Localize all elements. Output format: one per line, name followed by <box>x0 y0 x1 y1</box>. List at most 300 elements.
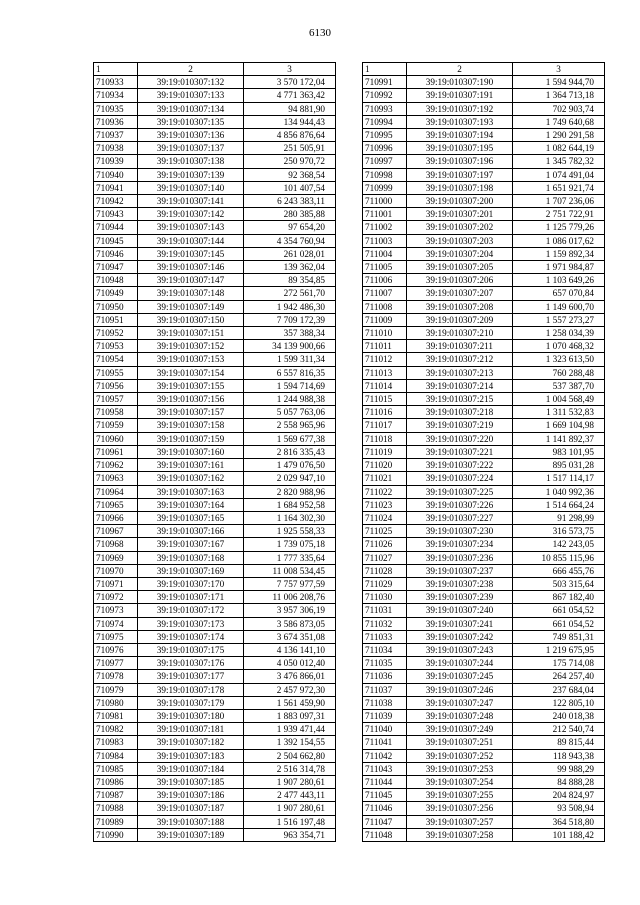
table-row <box>94 313 336 326</box>
cadastral-number-cell: 39:19:010307:198 <box>407 181 513 194</box>
table-row <box>363 353 605 366</box>
cadastral-number-cell: 39:19:010307:171 <box>138 591 244 604</box>
value-cell: 1 669 104,98 <box>513 419 605 432</box>
cadastral-number-cell: 39:19:010307:141 <box>138 195 244 208</box>
table-row <box>363 221 605 234</box>
table-row <box>363 511 605 524</box>
value-cell: 1 514 664,24 <box>513 498 605 511</box>
row-number-cell: 711016 <box>363 406 407 419</box>
value-cell: 2 504 662,80 <box>244 749 336 762</box>
cadastral-number-cell: 39:19:010307:240 <box>407 604 513 617</box>
row-number-cell: 710970 <box>94 564 138 577</box>
value-cell: 264 257,40 <box>513 670 605 683</box>
table-row <box>94 432 336 445</box>
cadastral-number-cell: 39:19:010307:187 <box>138 802 244 815</box>
cadastral-number-cell: 39:19:010307:153 <box>138 353 244 366</box>
table-row <box>363 155 605 168</box>
cadastral-number-cell: 39:19:010307:241 <box>407 617 513 630</box>
cadastral-number-cell: 39:19:010307:238 <box>407 577 513 590</box>
table-row <box>363 762 605 775</box>
cadastral-number-cell: 39:19:010307:214 <box>407 379 513 392</box>
cadastral-number-cell: 39:19:010307:249 <box>407 723 513 736</box>
table-right <box>362 62 605 842</box>
cadastral-number-cell: 39:19:010307:150 <box>138 313 244 326</box>
table-row <box>363 168 605 181</box>
table-row <box>363 129 605 142</box>
cadastral-number-cell: 39:19:010307:176 <box>138 657 244 670</box>
table-row <box>363 208 605 221</box>
table-left <box>93 62 336 842</box>
value-cell: 118 943,38 <box>513 749 605 762</box>
cadastral-number-cell: 39:19:010307:215 <box>407 393 513 406</box>
value-cell: 4 050 012,40 <box>244 657 336 670</box>
cadastral-number-cell: 39:19:010307:236 <box>407 551 513 564</box>
cadastral-number-cell: 39:19:010307:145 <box>138 247 244 260</box>
value-cell: 3 570 172,04 <box>244 76 336 89</box>
table-row <box>94 723 336 736</box>
row-number-cell: 711023 <box>363 498 407 511</box>
value-cell: 1 345 782,32 <box>513 155 605 168</box>
row-number-cell: 711006 <box>363 274 407 287</box>
row-number-cell: 711035 <box>363 657 407 670</box>
table-row <box>363 261 605 274</box>
value-cell: 134 944,43 <box>244 115 336 128</box>
value-cell: 1 594 714,69 <box>244 379 336 392</box>
cadastral-number-cell: 39:19:010307:161 <box>138 459 244 472</box>
value-cell: 749 851,31 <box>513 630 605 643</box>
cadastral-number-cell: 39:19:010307:202 <box>407 221 513 234</box>
table-row <box>363 736 605 749</box>
row-number-cell: 710976 <box>94 643 138 656</box>
row-number-cell: 710979 <box>94 683 138 696</box>
value-cell: 3 476 866,01 <box>244 670 336 683</box>
cadastral-number-cell: 39:19:010307:177 <box>138 670 244 683</box>
cadastral-number-cell: 39:19:010307:218 <box>407 406 513 419</box>
column-header-1: 1 <box>94 63 138 76</box>
row-number-cell: 710958 <box>94 406 138 419</box>
row-number-cell: 710953 <box>94 340 138 353</box>
value-cell: 1 311 532,83 <box>513 406 605 419</box>
row-number-cell: 711011 <box>363 340 407 353</box>
value-cell: 1 594 944,70 <box>513 76 605 89</box>
table-row <box>363 485 605 498</box>
value-cell: 2 029 947,10 <box>244 472 336 485</box>
cadastral-number-cell: 39:19:010307:256 <box>407 802 513 815</box>
value-cell: 84 888,28 <box>513 775 605 788</box>
row-number-cell: 710968 <box>94 538 138 551</box>
cadastral-number-cell: 39:19:010307:211 <box>407 340 513 353</box>
row-number-cell: 710989 <box>94 815 138 828</box>
cadastral-number-cell: 39:19:010307:191 <box>407 89 513 102</box>
value-cell: 661 054,52 <box>513 604 605 617</box>
table-row <box>94 643 336 656</box>
column-header-2: 2 <box>138 63 244 76</box>
value-cell: 237 684,04 <box>513 683 605 696</box>
cadastral-number-cell: 39:19:010307:163 <box>138 485 244 498</box>
row-number-cell: 711031 <box>363 604 407 617</box>
value-cell: 1 939 471,44 <box>244 723 336 736</box>
row-number-cell: 710944 <box>94 221 138 234</box>
cadastral-number-cell: 39:19:010307:147 <box>138 274 244 287</box>
cadastral-number-cell: 39:19:010307:154 <box>138 366 244 379</box>
table-row <box>94 247 336 260</box>
table-row <box>363 775 605 788</box>
cadastral-number-cell: 39:19:010307:182 <box>138 736 244 749</box>
row-number-cell: 710972 <box>94 591 138 604</box>
value-cell: 272 561,70 <box>244 287 336 300</box>
row-number-cell: 710943 <box>94 208 138 221</box>
row-number-cell: 711025 <box>363 525 407 538</box>
row-number-cell: 711030 <box>363 591 407 604</box>
value-cell: 280 385,88 <box>244 208 336 221</box>
row-number-cell: 711018 <box>363 432 407 445</box>
table-row <box>94 261 336 274</box>
table-row <box>363 419 605 432</box>
value-cell: 89 815,44 <box>513 736 605 749</box>
value-cell: 702 903,74 <box>513 102 605 115</box>
table-row <box>94 287 336 300</box>
row-number-cell: 711036 <box>363 670 407 683</box>
table-row <box>94 472 336 485</box>
table-row <box>94 657 336 670</box>
row-number-cell: 710959 <box>94 419 138 432</box>
row-number-cell: 710965 <box>94 498 138 511</box>
value-cell: 1 517 114,17 <box>513 472 605 485</box>
cadastral-number-cell: 39:19:010307:209 <box>407 313 513 326</box>
row-number-cell: 710933 <box>94 76 138 89</box>
table-row <box>94 379 336 392</box>
table-row <box>94 459 336 472</box>
row-number-cell: 711015 <box>363 393 407 406</box>
value-cell: 1 323 613,50 <box>513 353 605 366</box>
cadastral-number-cell: 39:19:010307:213 <box>407 366 513 379</box>
table-row <box>94 551 336 564</box>
cadastral-number-cell: 39:19:010307:137 <box>138 142 244 155</box>
value-cell: 1 082 644,19 <box>513 142 605 155</box>
value-cell: 6 557 816,35 <box>244 366 336 379</box>
value-cell: 4 771 363,42 <box>244 89 336 102</box>
row-number-cell: 711008 <box>363 300 407 313</box>
table-row <box>94 181 336 194</box>
value-cell: 6 243 383,11 <box>244 195 336 208</box>
row-number-cell: 710973 <box>94 604 138 617</box>
row-number-cell: 710999 <box>363 181 407 194</box>
table-row <box>363 802 605 815</box>
value-cell: 4 354 760,94 <box>244 234 336 247</box>
table-row <box>363 577 605 590</box>
row-number-cell: 710998 <box>363 168 407 181</box>
value-cell: 1 971 984,87 <box>513 261 605 274</box>
cadastral-number-cell: 39:19:010307:246 <box>407 683 513 696</box>
cadastral-number-cell: 39:19:010307:173 <box>138 617 244 630</box>
table-row <box>94 485 336 498</box>
value-cell: 1 557 273,27 <box>513 313 605 326</box>
cadastral-number-cell: 39:19:010307:164 <box>138 498 244 511</box>
cadastral-number-cell: 39:19:010307:203 <box>407 234 513 247</box>
row-number-cell: 711004 <box>363 247 407 260</box>
row-number-cell: 711000 <box>363 195 407 208</box>
table-row <box>363 459 605 472</box>
value-cell: 1 569 677,38 <box>244 432 336 445</box>
table-row <box>363 327 605 340</box>
value-cell: 2 558 965,96 <box>244 419 336 432</box>
table-row <box>94 525 336 538</box>
row-number-cell: 710975 <box>94 630 138 643</box>
value-cell: 1 219 675,95 <box>513 643 605 656</box>
row-number-cell: 710966 <box>94 511 138 524</box>
row-number-cell: 710983 <box>94 736 138 749</box>
cadastral-number-cell: 39:19:010307:144 <box>138 234 244 247</box>
table-row <box>94 327 336 340</box>
table-row <box>363 538 605 551</box>
table-row <box>363 445 605 458</box>
row-number-cell: 710967 <box>94 525 138 538</box>
table-row <box>363 313 605 326</box>
cadastral-number-cell: 39:19:010307:243 <box>407 643 513 656</box>
row-number-cell: 711007 <box>363 287 407 300</box>
row-number-cell: 710938 <box>94 142 138 155</box>
cadastral-number-cell: 39:19:010307:197 <box>407 168 513 181</box>
value-cell: 204 824,97 <box>513 789 605 802</box>
table-row <box>94 366 336 379</box>
cadastral-number-cell: 39:19:010307:185 <box>138 775 244 788</box>
cadastral-number-cell: 39:19:010307:206 <box>407 274 513 287</box>
table-row <box>363 604 605 617</box>
cadastral-number-cell: 39:19:010307:151 <box>138 327 244 340</box>
value-cell: 1 164 302,30 <box>244 511 336 524</box>
row-number-cell: 710939 <box>94 155 138 168</box>
value-cell: 1 074 491,04 <box>513 168 605 181</box>
table-row <box>94 564 336 577</box>
cadastral-number-cell: 39:19:010307:252 <box>407 749 513 762</box>
row-number-cell: 710957 <box>94 393 138 406</box>
table-row <box>363 591 605 604</box>
cadastral-number-cell: 39:19:010307:175 <box>138 643 244 656</box>
cadastral-number-cell: 39:19:010307:220 <box>407 432 513 445</box>
row-number-cell: 710951 <box>94 313 138 326</box>
value-cell: 7 709 172,39 <box>244 313 336 326</box>
row-number-cell: 710960 <box>94 432 138 445</box>
value-cell: 1 599 311,34 <box>244 353 336 366</box>
table-row <box>94 498 336 511</box>
table-row <box>94 630 336 643</box>
row-number-cell: 711021 <box>363 472 407 485</box>
value-cell: 92 368,54 <box>244 168 336 181</box>
table-row <box>363 406 605 419</box>
table-row <box>94 815 336 828</box>
cadastral-number-cell: 39:19:010307:188 <box>138 815 244 828</box>
column-header-1: 1 <box>363 63 407 76</box>
cadastral-number-cell: 39:19:010307:170 <box>138 577 244 590</box>
row-number-cell: 711003 <box>363 234 407 247</box>
value-cell: 1 942 486,30 <box>244 300 336 313</box>
table-row <box>94 76 336 89</box>
table-row <box>363 828 605 841</box>
row-number-cell: 710980 <box>94 696 138 709</box>
cadastral-number-cell: 39:19:010307:257 <box>407 815 513 828</box>
table-row <box>94 419 336 432</box>
cadastral-number-cell: 39:19:010307:245 <box>407 670 513 683</box>
table-left-body <box>94 63 336 842</box>
cadastral-number-cell: 39:19:010307:195 <box>407 142 513 155</box>
table-row <box>363 195 605 208</box>
row-number-cell: 711001 <box>363 208 407 221</box>
table-row <box>94 775 336 788</box>
value-cell: 175 714,08 <box>513 657 605 670</box>
cadastral-number-cell: 39:19:010307:237 <box>407 564 513 577</box>
table-row <box>363 340 605 353</box>
cadastral-number-cell: 39:19:010307:222 <box>407 459 513 472</box>
value-cell: 1 086 017,62 <box>513 234 605 247</box>
value-cell: 2 516 314,78 <box>244 762 336 775</box>
value-cell: 89 354,85 <box>244 274 336 287</box>
row-number-cell: 711038 <box>363 696 407 709</box>
table-row <box>363 102 605 115</box>
table-row <box>363 525 605 538</box>
value-cell: 4 856 876,64 <box>244 129 336 142</box>
table-row <box>94 604 336 617</box>
table-row <box>94 221 336 234</box>
cadastral-number-cell: 39:19:010307:133 <box>138 89 244 102</box>
row-number-cell: 711044 <box>363 775 407 788</box>
cadastral-number-cell: 39:19:010307:219 <box>407 419 513 432</box>
table-row <box>94 445 336 458</box>
table-row <box>363 274 605 287</box>
cadastral-number-cell: 39:19:010307:158 <box>138 419 244 432</box>
value-cell: 1 777 335,64 <box>244 551 336 564</box>
value-cell: 1 290 291,58 <box>513 129 605 142</box>
value-cell: 895 031,28 <box>513 459 605 472</box>
value-cell: 240 018,38 <box>513 709 605 722</box>
cadastral-number-cell: 39:19:010307:178 <box>138 683 244 696</box>
table-row <box>94 696 336 709</box>
table-row <box>94 129 336 142</box>
value-cell: 666 455,76 <box>513 564 605 577</box>
value-cell: 212 540,74 <box>513 723 605 736</box>
row-number-cell: 711040 <box>363 723 407 736</box>
row-number-cell: 710974 <box>94 617 138 630</box>
row-number-cell: 710992 <box>363 89 407 102</box>
table-row <box>363 723 605 736</box>
value-cell: 1 070 468,32 <box>513 340 605 353</box>
column-header-3: 3 <box>513 63 605 76</box>
row-number-cell: 710988 <box>94 802 138 815</box>
table-row <box>363 815 605 828</box>
cadastral-number-cell: 39:19:010307:179 <box>138 696 244 709</box>
row-number-cell: 710990 <box>94 828 138 841</box>
row-number-cell: 710961 <box>94 445 138 458</box>
row-number-cell: 710978 <box>94 670 138 683</box>
table-row <box>94 340 336 353</box>
value-cell: 34 139 900,66 <box>244 340 336 353</box>
value-cell: 1 004 568,49 <box>513 393 605 406</box>
cadastral-number-cell: 39:19:010307:183 <box>138 749 244 762</box>
row-number-cell: 710945 <box>94 234 138 247</box>
table-row <box>363 247 605 260</box>
table-row <box>94 683 336 696</box>
row-number-cell: 710984 <box>94 749 138 762</box>
row-number-cell: 711048 <box>363 828 407 841</box>
cadastral-number-cell: 39:19:010307:166 <box>138 525 244 538</box>
row-number-cell: 710997 <box>363 155 407 168</box>
table-row <box>363 366 605 379</box>
cadastral-number-cell: 39:19:010307:224 <box>407 472 513 485</box>
row-number-cell: 711027 <box>363 551 407 564</box>
table-row <box>363 89 605 102</box>
cadastral-number-cell: 39:19:010307:186 <box>138 789 244 802</box>
table-header-row <box>94 63 336 76</box>
row-number-cell: 711017 <box>363 419 407 432</box>
row-number-cell: 710947 <box>94 261 138 274</box>
table-row <box>94 511 336 524</box>
cadastral-number-cell: 39:19:010307:205 <box>407 261 513 274</box>
value-cell: 93 508,94 <box>513 802 605 815</box>
table-row <box>363 709 605 722</box>
row-number-cell: 711045 <box>363 789 407 802</box>
row-number-cell: 710937 <box>94 129 138 142</box>
cadastral-number-cell: 39:19:010307:167 <box>138 538 244 551</box>
table-row <box>94 168 336 181</box>
table-row <box>363 657 605 670</box>
cadastral-number-cell: 39:19:010307:230 <box>407 525 513 538</box>
value-cell: 1 040 992,36 <box>513 485 605 498</box>
value-cell: 3 674 351,08 <box>244 630 336 643</box>
row-number-cell: 710942 <box>94 195 138 208</box>
cadastral-number-cell: 39:19:010307:190 <box>407 76 513 89</box>
row-number-cell: 710941 <box>94 181 138 194</box>
row-number-cell: 710982 <box>94 723 138 736</box>
value-cell: 2 816 335,43 <box>244 445 336 458</box>
cadastral-number-cell: 39:19:010307:152 <box>138 340 244 353</box>
value-cell: 983 101,95 <box>513 445 605 458</box>
table-row <box>363 551 605 564</box>
column-header-3: 3 <box>244 63 336 76</box>
row-number-cell: 710995 <box>363 129 407 142</box>
column-header-2: 2 <box>407 63 513 76</box>
table-row <box>94 300 336 313</box>
cadastral-number-cell: 39:19:010307:136 <box>138 129 244 142</box>
value-cell: 1 739 075,18 <box>244 538 336 551</box>
cadastral-number-cell: 39:19:010307:251 <box>407 736 513 749</box>
value-cell: 1 684 952,58 <box>244 498 336 511</box>
table-row <box>363 300 605 313</box>
value-cell: 99 988,29 <box>513 762 605 775</box>
table-row <box>94 538 336 551</box>
row-number-cell: 710996 <box>363 142 407 155</box>
value-cell: 357 388,34 <box>244 327 336 340</box>
row-number-cell: 711032 <box>363 617 407 630</box>
value-cell: 2 751 722,91 <box>513 208 605 221</box>
table-row <box>363 564 605 577</box>
cadastral-number-cell: 39:19:010307:132 <box>138 76 244 89</box>
row-number-cell: 710955 <box>94 366 138 379</box>
value-cell: 2 457 972,30 <box>244 683 336 696</box>
table-row <box>363 643 605 656</box>
cadastral-number-cell: 39:19:010307:200 <box>407 195 513 208</box>
cadastral-number-cell: 39:19:010307:138 <box>138 155 244 168</box>
cadastral-number-cell: 39:19:010307:146 <box>138 261 244 274</box>
cadastral-number-cell: 39:19:010307:201 <box>407 208 513 221</box>
cadastral-number-cell: 39:19:010307:181 <box>138 723 244 736</box>
value-cell: 101 407,54 <box>244 181 336 194</box>
table-row <box>363 379 605 392</box>
value-cell: 1 479 076,50 <box>244 459 336 472</box>
table-row <box>363 498 605 511</box>
table-row <box>363 472 605 485</box>
value-cell: 4 136 141,10 <box>244 643 336 656</box>
value-cell: 3 586 873,05 <box>244 617 336 630</box>
cadastral-number-cell: 39:19:010307:253 <box>407 762 513 775</box>
